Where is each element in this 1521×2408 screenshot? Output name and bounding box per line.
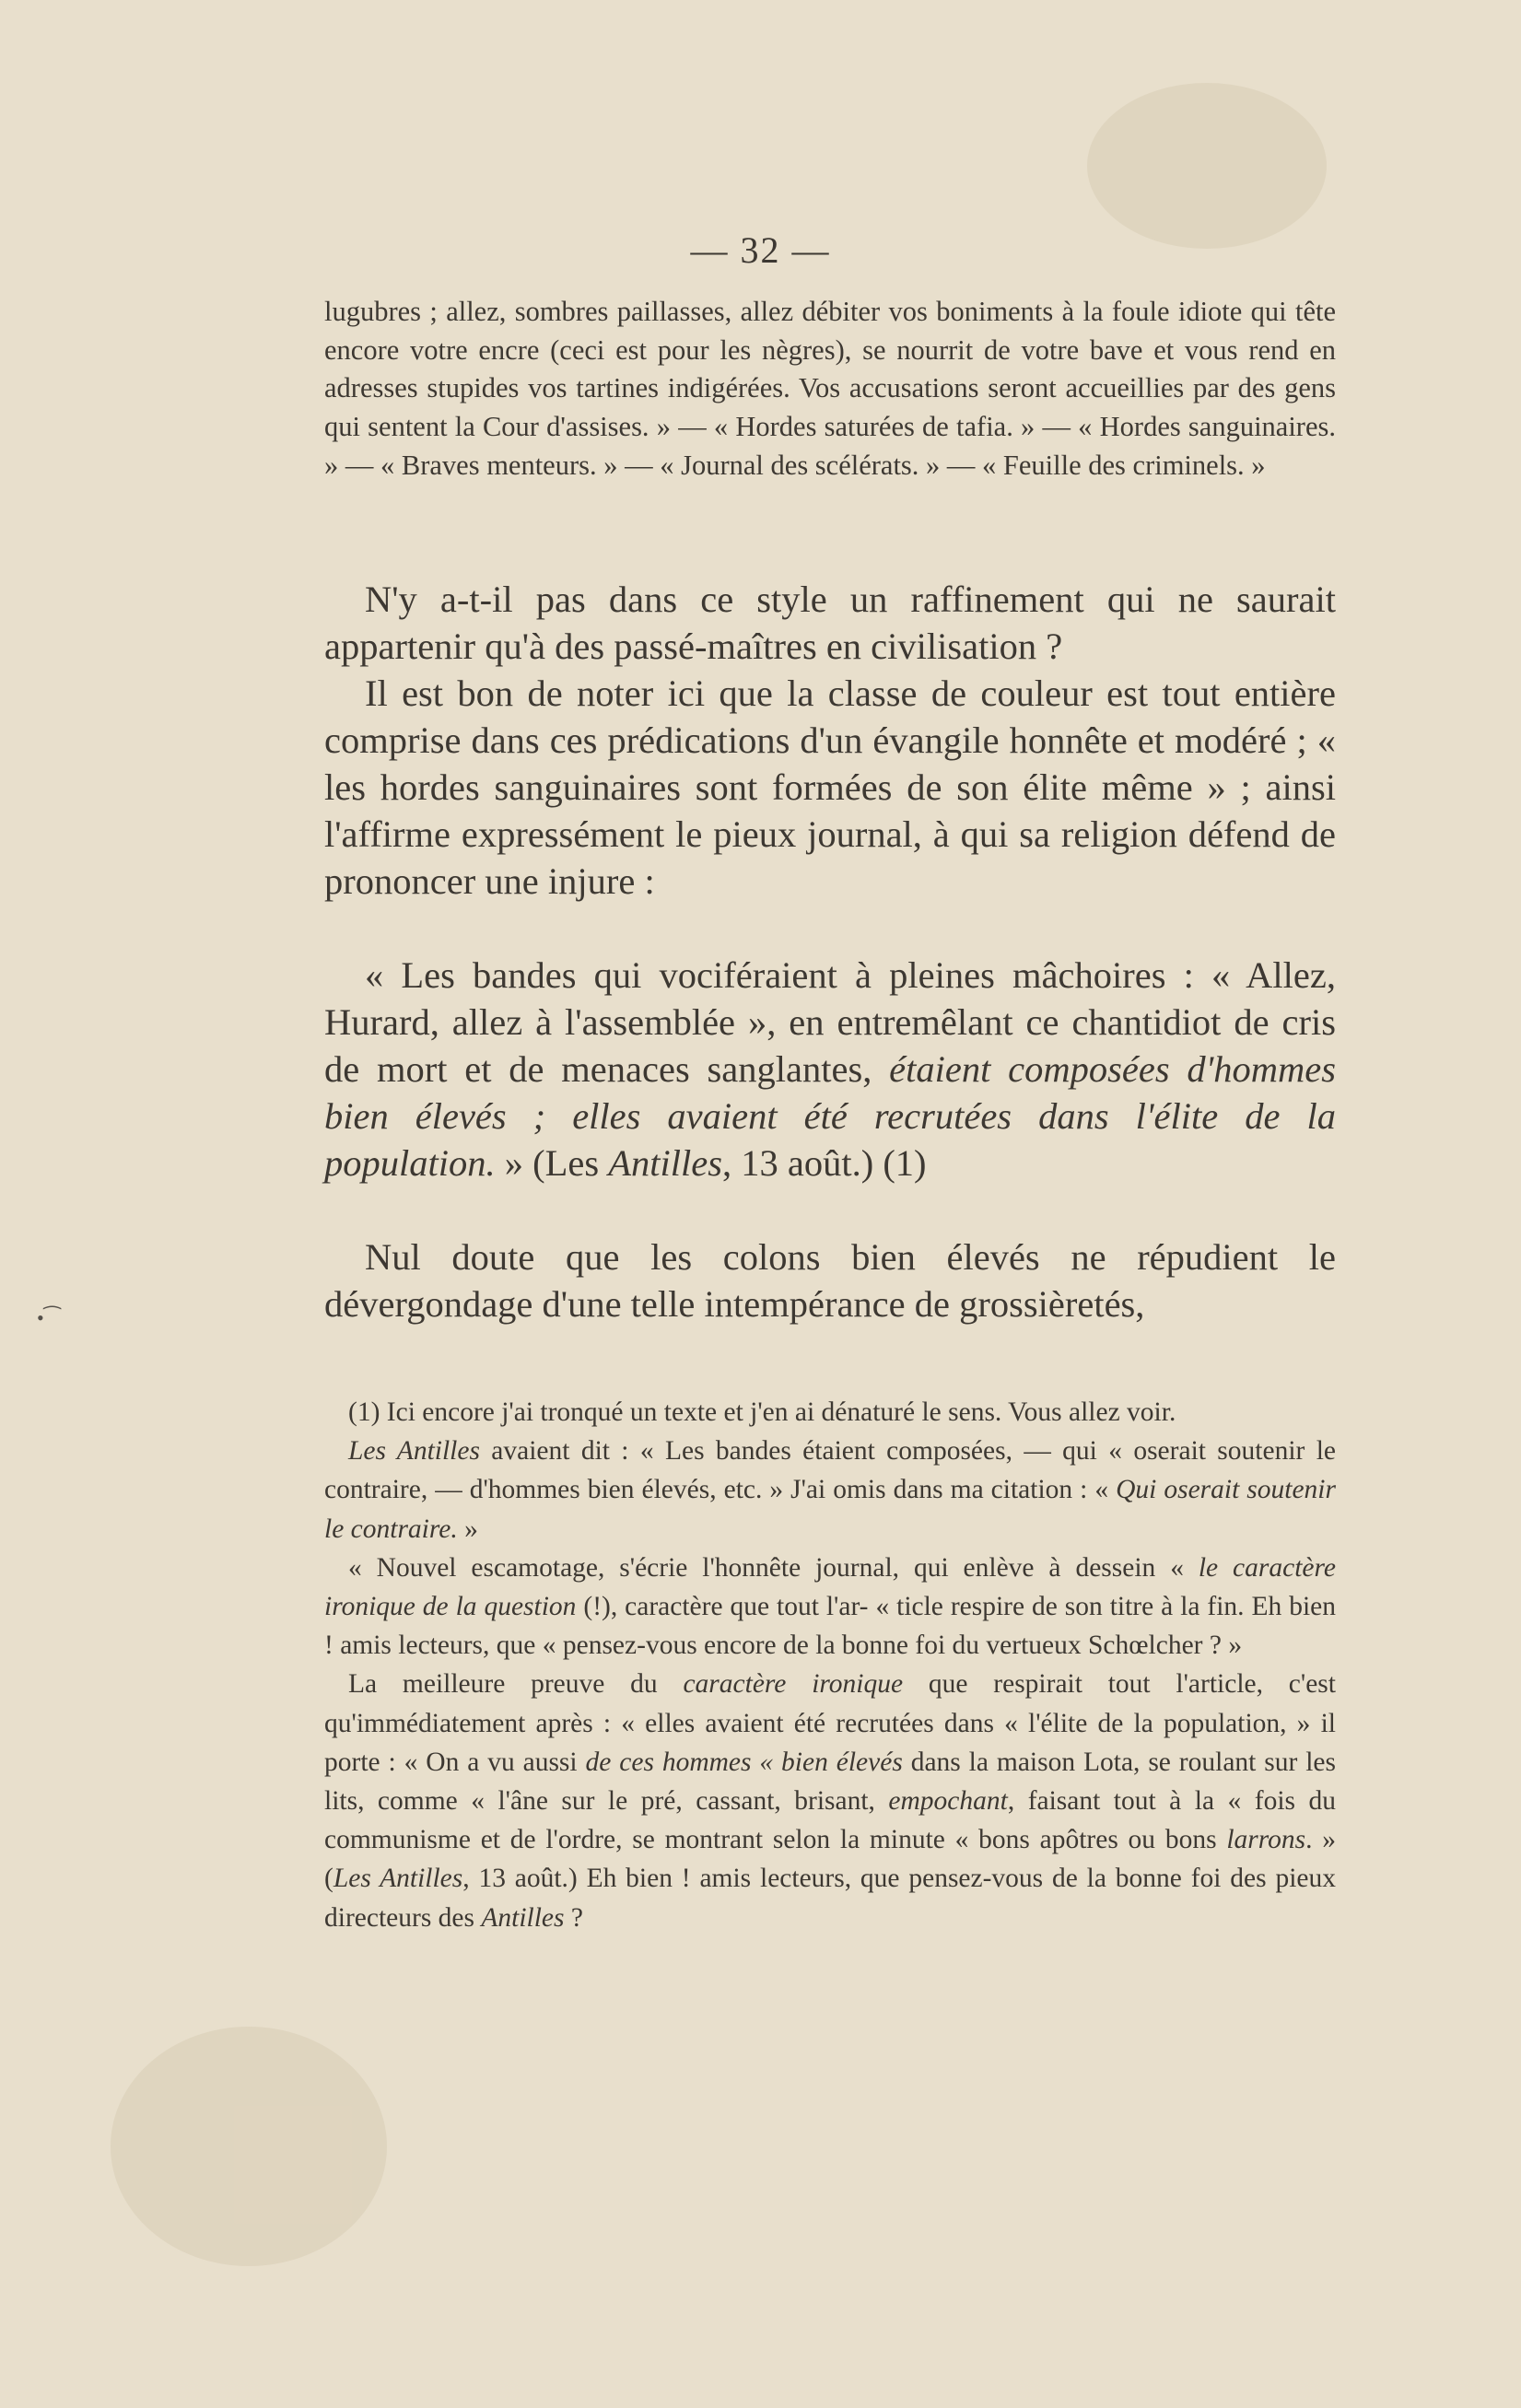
quotation-text: « Les bandes qui vociféraient à pleines mâchoires : « Allez, Hurard, allez à l'assemblée », en entremêlant ce chantidiot de cris de mort et de menaces sanglantes, [324,954,1336,1090]
paragraph-classe-de-couleur: Il est bon de noter ici que la classe de couleur est tout entière comprise dans ces prédications d'un évangile honnête et modéré ; « les hordes sanguinaires sont formées de son élite même » ; ainsi l'affirme expressément le pieux journal, à qui sa religion défend de prononcer une injure : [324,672,1336,902]
paragraph-quotation [324,952,1336,1186]
footnote-intro: (1) Ici encore j'ai tronqué un texte et j'en ai dénaturé le sens. Vous allez voir. [348,1397,1176,1427]
quotation-source-open: » (Les [504,1142,609,1184]
footnote-text: dans la maison Lota, se roulant sur les lits, comme « l'âne sur le pré, cassant, brisant, [324,1747,1336,1817]
footnote-italic: caractère ironique [683,1669,904,1700]
footnote-italic: empochant [888,1786,1008,1817]
footnote-paragraph-4 [324,1665,1336,1936]
quotation-source-close: , 13 août.) (1) [721,1142,927,1184]
footnote-text: que respirait tout l'article, c'est qu'immédiatement après : « elles avaient été recrutées dans « l'élite de la population, » il porte : « On a vu aussi [324,1669,1336,1777]
margin-mark: •⁀ [37,1306,61,1329]
footnote-paragraph-2 [324,1432,1336,1549]
paragraph-colons: Nul doute que les colons bien élevés ne répudient le dévergondage d'une telle intempérance de grossièretés, [324,1236,1336,1325]
footnote-title: Les Antilles [348,1436,480,1467]
footnote-title: Antilles [481,1902,565,1933]
footnote-text: La meilleure preuve du [348,1669,684,1700]
footnote-text: (!), caractère que tout l'ar- « ticle respire de son titre à la fin. Eh bien ! amis lecteurs, que « pensez-vous encore de la bonne foi du vertueux Schœlcher ? » [324,1592,1336,1661]
paper-stain [1087,83,1327,249]
footnote-text: ? [564,1902,583,1933]
footnote-text: avaient dit : « Les bandes étaient composées, — qui « oserait soutenir le contraire, — d'hommes bien élevés, etc. » J'ai omis dans ma citation : « [324,1436,1336,1505]
quoted-passage: lugubres ; allez, sombres paillasses, allez débiter vos boniments à la foule idiote qui tête encore votre encre (ceci est pour les nègres), se nourrit de votre bave et vous rend en adresses stupides vos tartines indigérées. Vos accusations seront accueillies par des gens qui sentent la Cour d'assises. » — « Hordes saturées de tafia. » — « Hordes sanguinaires. » — « Braves menteurs. » — « Journal des scélérats. » — « Feuille des criminels. » [324,296,1336,481]
page-number: — 32 — [690,229,831,271]
footnote-italic: le caractère ironique de la question [324,1552,1336,1622]
footnote-text: . » ( [324,1825,1336,1894]
footnote-italic: de ces hommes « bien élevés [585,1747,903,1777]
footnote [324,1393,1336,1937]
footnote-text: « Nouvel escamotage, s'écrie l'honnête journal, qui enlève à dessein « [348,1552,1199,1583]
footnote-text: , faisant tout à la « fois du communisme et de l'ordre, se montrant selon la minute « bons apôtres ou bons [324,1786,1336,1855]
footnote-paragraph-3 [324,1549,1336,1666]
quotation-source-title: Antilles [608,1142,722,1184]
paper-stain [111,2027,387,2266]
footnote-italic: Qui oserait soutenir le contraire. [324,1475,1336,1544]
quotation-italic: étaient composées d'hommes bien élevés ; elles avaient été recrutées dans l'élite de la population. [324,1048,1337,1184]
footnote-italic: larrons [1226,1825,1306,1855]
footnote-text: , 13 août.) Eh bien ! amis lecteurs, que pensez-vous de la bonne foi des pieux directeurs des [324,1864,1336,1933]
footnote-title: Les Antilles [333,1864,463,1894]
paragraph-style: N'y a-t-il pas dans ce style un raffinement qui ne saurait appartenir qu'à des passé-maîtres en civilisation ? [324,579,1336,667]
footnote-text: » [457,1514,478,1544]
